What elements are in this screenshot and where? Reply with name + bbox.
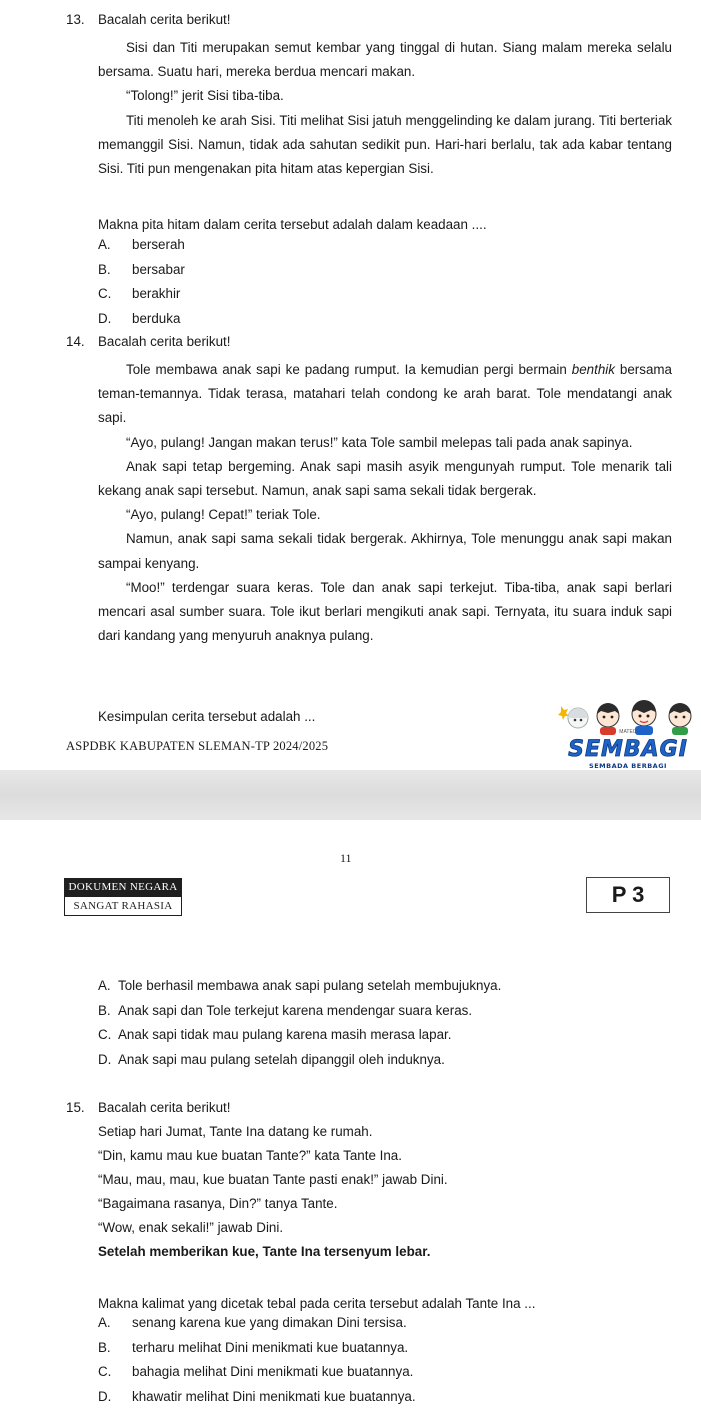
story-line: “Din, kamu mau kue buatan Tante?” kata Tante Ina. xyxy=(98,1148,402,1163)
question-prompt: Kesimpulan cerita tersebut adalah ... xyxy=(98,709,316,724)
question-instruction: Bacalah cerita berikut! xyxy=(98,12,231,27)
question-number: 13. xyxy=(66,12,85,27)
story-text xyxy=(98,358,672,648)
question-instruction: Bacalah cerita berikut! xyxy=(98,334,231,349)
question-prompt: Makna kalimat yang dicetak tebal pada cerita tersebut adalah Tante Ina ... xyxy=(98,1296,536,1311)
story-paragraph: Tole membawa anak sapi ke padang rumput. Ia kemudian pergi bermain benthik bersama teman-temannya. Tidak terasa, matahari telah condong ke arah barat. Tole mendatangi anak sapi. xyxy=(98,362,672,426)
story-paragraph: Namun, anak sapi sama sekali tidak bergerak. Akhirnya, Tole menunggu anak sapi makan sampai kenyang. xyxy=(98,531,672,571)
answer-options xyxy=(98,233,678,331)
story-paragraph: “Moo!” terdengar suara keras. Tole dan anak sapi terkejut. Tiba-tiba, anak sapi berlari mencari asal sumber suara. Tole ikut berlari mengikuti anak sapi. Ternyata, itu suara induk sapi dari kandang yang menyuruh anaknya pulang. xyxy=(98,579,672,644)
question-number: 14. xyxy=(66,334,85,349)
story-bold-line: Setelah memberikan kue, Tante Ina tersenyum lebar. xyxy=(98,1244,431,1259)
story-line: “Wow, enak sekali!” jawab Dini. xyxy=(98,1220,284,1235)
option-b[interactable]: B. Anak sapi dan Tole terkejut karena mendengar suara keras. xyxy=(98,1002,473,1018)
option-d[interactable]: D. Anak sapi mau pulang setelah dipanggil oleh induknya. xyxy=(98,1051,445,1067)
logo-sub-text: SEMBADA BERBAGI xyxy=(589,762,667,770)
story-paragraph: Anak sapi tetap bergeming. Anak sapi masih asyik mengunyah rumput. Tole menarik tali kekang anak sapi tersebut. Namun, anak sapi sama sekali tidak bergerak. xyxy=(98,458,672,499)
option-b[interactable]: B. bersabar xyxy=(98,261,185,277)
doc-label-top: DOKUMEN NEGARA xyxy=(64,878,182,896)
option-a[interactable]: A. senang karena kue yang dimakan Dini tersisa. xyxy=(98,1315,407,1330)
story-paragraph: “Ayo, pulang! Cepat!” teriak Tole. xyxy=(126,507,321,523)
story-line: “Bagaimana rasanya, Din?” tanya Tante. xyxy=(98,1196,338,1211)
question-prompt: Makna pita hitam dalam cerita tersebut adalah dalam keadaan .... xyxy=(98,217,487,232)
question-number: 15. xyxy=(66,1100,85,1115)
option-d[interactable]: D. berduka xyxy=(98,310,181,326)
option-a[interactable]: A. Tole berhasil membawa anak sapi pulang setelah membujuknya. xyxy=(98,978,502,993)
logo-graphic xyxy=(548,700,698,772)
story-text xyxy=(98,1120,672,1264)
answer-options xyxy=(98,1311,678,1409)
option-a[interactable]: A. berserah xyxy=(98,237,185,252)
paket-code-box: P 3 xyxy=(586,877,670,913)
option-b[interactable]: B. terharu melihat Dini menikmati kue buatannya. xyxy=(98,1339,409,1355)
story-paragraph: “Tolong!” jerit Sisi tiba-tiba. xyxy=(126,88,284,104)
option-c[interactable]: C. bahagia melihat Dini menikmati kue buatannya. xyxy=(98,1364,414,1379)
option-c[interactable]: C. Anak sapi tidak mau pulang karena masih merasa lapar. xyxy=(98,1027,452,1042)
logo-main-text: SEMBAGI xyxy=(568,737,688,762)
document-classification xyxy=(64,878,182,916)
page-number: 11 xyxy=(340,851,352,865)
question-instruction: Bacalah cerita berikut! xyxy=(98,1100,231,1115)
story-paragraph: Titi menoleh ke arah Sisi. Titi melihat Sisi jatuh menggelinding ke dalam jurang. Titi berteriak memanggil Sisi. Namun, tidak ada sahutan sedikit pun. Hari-hari berlalu, tak ada kabar tentang Sisi. Titi pun mengenakan pita hitam atas kepergian Sisi. xyxy=(98,112,672,177)
exam-footer-label: ASPDBK KABUPATEN SLEMAN-TP 2024/2025 xyxy=(66,739,329,753)
answer-options xyxy=(98,974,678,1072)
story-line: “Mau, mau, mau, kue buatan Tante pasti enak!” jawab Dini. xyxy=(98,1172,448,1187)
logo-small-text: MATEO xyxy=(619,729,637,735)
sembagi-logo xyxy=(548,700,698,772)
story-text xyxy=(98,36,672,181)
doc-label-bottom: SANGAT RAHASIA xyxy=(64,896,182,916)
story-paragraph: Sisi dan Titi merupakan semut kembar yang tinggal di hutan. Siang malam mereka selalu bersama. Suatu hari, mereka berdua mencari makan. xyxy=(98,40,672,80)
story-line: Setiap hari Jumat, Tante Ina datang ke rumah. xyxy=(98,1124,373,1139)
option-d[interactable]: D. khawatir melihat Dini menikmati kue buatannya. xyxy=(98,1388,416,1404)
option-c[interactable]: C. berakhir xyxy=(98,286,181,301)
page-separator xyxy=(0,770,701,820)
story-paragraph: “Ayo, pulang! Jangan makan terus!” kata Tole sambil melepas tali pada anak sapinya. xyxy=(126,434,633,450)
character-icon xyxy=(669,703,691,735)
character-icon xyxy=(597,703,619,735)
character-icon xyxy=(558,706,588,728)
